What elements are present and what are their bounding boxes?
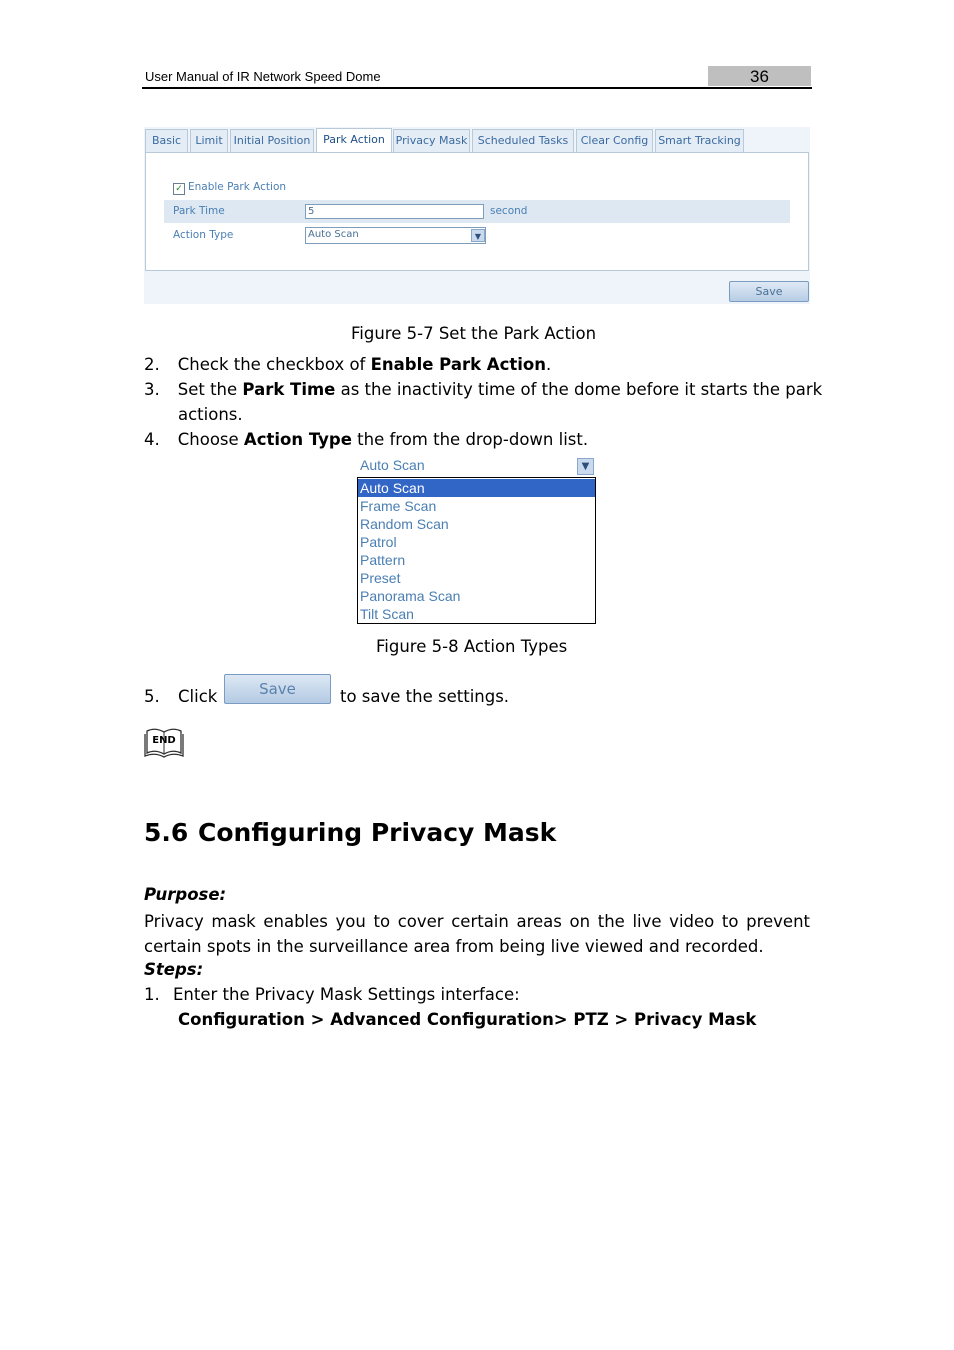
section-number: 5.6 [144, 818, 189, 847]
step-number: 3. [144, 380, 160, 399]
figure-5-8-caption: Figure 5-8 Action Types [376, 637, 568, 656]
step-3-continued: actions. [178, 405, 243, 424]
option-panorama-scan[interactable]: Panorama Scan [360, 588, 461, 604]
option-patrol[interactable]: Patrol [360, 534, 397, 550]
tab-clear-config[interactable]: Clear Config [576, 129, 653, 152]
tab-limit[interactable]: Limit [190, 129, 228, 152]
step-number: 4. [144, 430, 160, 449]
step-text: Choose [177, 430, 244, 449]
step-text: . [545, 355, 552, 374]
save-button[interactable]: Save [729, 281, 809, 302]
step-1-number: 1. [144, 985, 160, 1004]
step-bold: Park Time [242, 380, 336, 399]
purpose-text: Privacy mask enables you to cover certain areas on the live video to prevent certain spots in the surveillance area from being live viewed and recorded. [144, 912, 810, 956]
step-text: the from the drop-down list. [351, 430, 589, 449]
figure-5-7-caption: Figure 5-7 Set the Park Action [351, 324, 597, 343]
park-time-label: Park Time [173, 205, 225, 217]
tab-scheduled-tasks[interactable]: Scheduled Tasks [472, 129, 574, 152]
step-3 [144, 380, 822, 399]
tab-initial-position[interactable]: Initial Position [230, 129, 314, 152]
park-time-input[interactable]: 5 [305, 204, 484, 219]
tab-smart-tracking[interactable]: Smart Tracking [655, 129, 744, 152]
option-pattern[interactable]: Pattern [360, 552, 406, 568]
action-type-dropdown[interactable] [357, 457, 596, 477]
step-2 [144, 355, 551, 374]
step-bold: Enable Park Action [370, 355, 546, 374]
step-4 [144, 430, 588, 449]
option-preset[interactable]: Preset [360, 570, 401, 586]
step-5-number: 5. [144, 687, 160, 706]
dropdown-selected-value: Auto Scan [360, 457, 425, 473]
step-5-text: to save the settings. [340, 687, 510, 706]
step-1-text: Enter the Privacy Mask Settings interface: [173, 985, 520, 1004]
purpose-label: Purpose: [144, 885, 227, 904]
option-auto-scan[interactable]: Auto Scan [358, 479, 595, 497]
tab-basic[interactable]: Basic [145, 129, 188, 152]
end-icon-label: END [152, 735, 176, 746]
chevron-down-icon[interactable]: ▼ [577, 458, 594, 475]
document-header-title: User Manual of IR Network Speed Dome [145, 69, 381, 84]
park-time-unit: second [490, 205, 528, 217]
tab-park-action[interactable]: Park Action [316, 128, 392, 153]
action-type-select[interactable]: Auto Scan [305, 227, 486, 244]
step-number: 2. [144, 355, 160, 374]
header-rule [142, 87, 812, 89]
action-type-options-list [357, 477, 596, 624]
tab-privacy-mask[interactable]: Privacy Mask [393, 129, 470, 152]
section-title: Configuring Privacy Mask [198, 818, 557, 847]
menu-path: Configuration > Advanced Configuration> PTZ > Privacy Mask [178, 1010, 757, 1029]
park-action-screenshot [144, 127, 810, 304]
step-text: Check the checkbox of [177, 355, 371, 374]
section-heading [144, 818, 556, 847]
chevron-down-icon[interactable]: ▼ [471, 229, 485, 242]
option-random-scan[interactable]: Random Scan [360, 516, 449, 532]
step-bold: Action Type [243, 430, 352, 449]
save-button-illustration[interactable]: Save [224, 674, 331, 704]
step-text: Set the [177, 380, 243, 399]
option-frame-scan[interactable]: Frame Scan [360, 498, 437, 514]
action-type-label: Action Type [173, 229, 234, 241]
step-5-click: Click [178, 687, 218, 706]
step-text: as the inactivity time of the dome before it starts the park [335, 380, 823, 399]
option-tilt-scan[interactable]: Tilt Scan [360, 606, 414, 622]
enable-park-action-label: Enable Park Action [188, 181, 287, 193]
enable-park-action-checkbox[interactable]: ✓ [173, 183, 185, 195]
end-book-icon [144, 723, 184, 758]
page-number: 36 [750, 67, 769, 86]
steps-label: Steps: [144, 960, 204, 979]
